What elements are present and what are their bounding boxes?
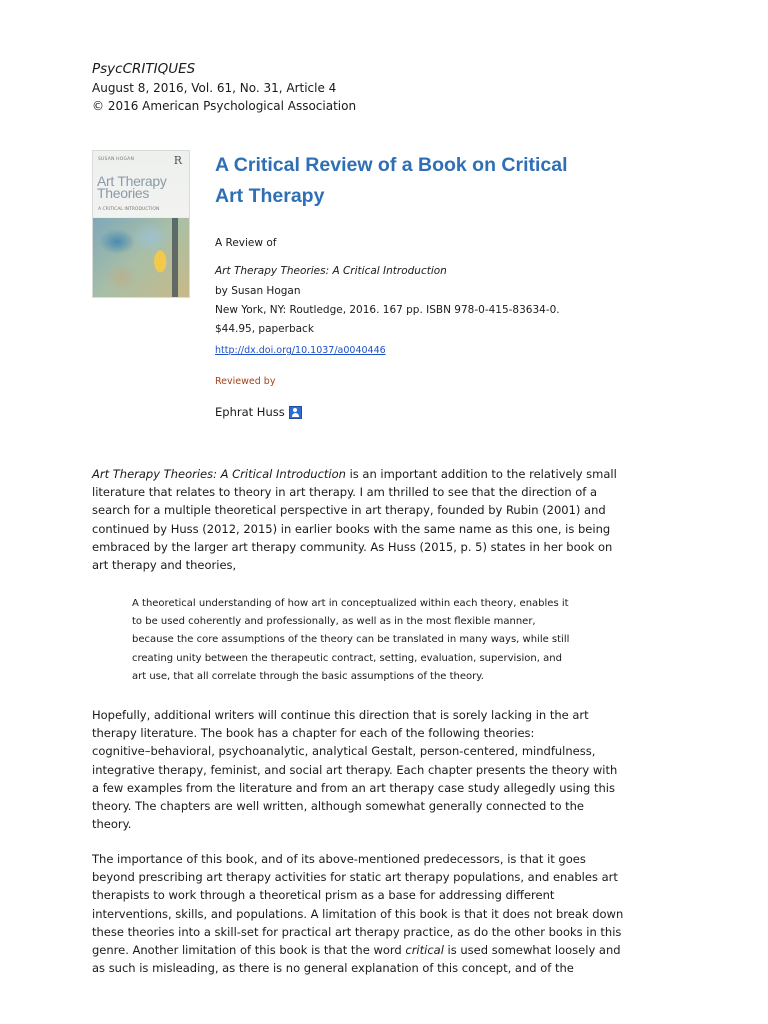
text-line: literature that relates to theory in art therapy. I am thrilled to see that the direction of a	[92, 485, 598, 500]
quote-line: A theoretical understanding of how art in conceptualized within each theory, enables it	[132, 598, 569, 609]
reviewer-name: Ephrat Huss	[215, 405, 285, 419]
text-line: interventions, skills, and populations. A limitation of this book is that it does not break down	[92, 906, 624, 921]
body-paragraph-2	[92, 706, 632, 833]
text-line: beyond prescribing art therapy activities for static art therapy populations, and enables art	[92, 870, 618, 885]
journal-name: PsycCRITIQUES	[92, 61, 196, 77]
text-line: as such is misleading, as there is no general explanation of this concept, and of the	[92, 961, 574, 976]
text-line: embraced by the larger art therapy community. As Huss (2015, p. 5) states in her book on	[92, 539, 613, 554]
body-paragraph-3	[92, 850, 632, 977]
cover-author: SUSAN HOGAN	[98, 157, 135, 162]
body-paragraph-1	[92, 465, 632, 574]
text-line: integrative therapy, feminist, and social art therapy. Each chapter presents the theory with	[92, 762, 618, 777]
text-line: therapy literature. The book has a chapter for each of the following theories:	[92, 726, 535, 741]
text-line: Hopefully, additional writers will continue this direction that is sorely lacking in the art	[92, 708, 589, 722]
review-of-label: A Review of	[215, 237, 277, 249]
book-details	[215, 234, 560, 339]
price: $44.95, paperback	[215, 323, 314, 336]
quote-line: because the core assumptions of the theory can be translated in many ways, while still	[132, 634, 570, 646]
quote-line: to be used coherently and professionally, as well as in the most flexible manner,	[132, 616, 536, 628]
text-line: art therapy and theories,	[92, 558, 237, 573]
quote-line: creating unity between the therapeutic contract, setting, evaluation, supervision, and	[132, 652, 562, 664]
article-title-line: Art Therapy	[215, 185, 325, 207]
text-line: continued by Huss (2012, 2015) in earlier books with the same name as this one, is being	[92, 521, 611, 536]
text-line: cognitive–behavioral, psychoanalytic, analytical Gestalt, person-centered, mindfulness,	[92, 744, 596, 759]
cover-subtitle: A CRITICAL INTRODUCTION	[98, 207, 160, 212]
text-line: a few examples from the literature and from an art therapy case study allegedly using this	[92, 780, 615, 795]
cover-title-line: Art Therapy	[97, 173, 167, 189]
reviewed-by-label: Reviewed by	[215, 376, 276, 387]
book-cover-image	[92, 150, 190, 298]
publisher-logo: R	[173, 154, 182, 167]
quote-line: art use, that all correlate through the basic assumptions of the theory.	[132, 670, 484, 682]
text-line: these theories into a skill-set for practical art therapy practice, as do the other books in this	[92, 924, 622, 939]
publication-info: New York, NY: Routledge, 2016. 167 pp. ISBN 978-0-415-83634-0.	[215, 303, 560, 316]
emphasis: critical	[405, 943, 444, 958]
text-line: therapists to work through a theoretical prism as a base for addressing different	[92, 888, 555, 903]
text-line	[92, 941, 632, 959]
article-title	[215, 150, 595, 212]
journal-header	[92, 60, 356, 115]
text-line: is an important addition to the relatively small	[345, 467, 617, 481]
issue-info: August 8, 2016, Vol. 61, No. 31, Article 4	[92, 81, 337, 95]
block-quote	[132, 595, 602, 686]
article-title-line: A Critical Review of a Book on Critical	[215, 154, 568, 176]
cover-painting	[93, 218, 189, 297]
text-line: theory.	[92, 817, 132, 832]
cover-title	[97, 175, 167, 199]
author-profile-icon[interactable]	[289, 406, 302, 419]
cover-title-line: Theories	[97, 185, 150, 201]
text-line: The importance of this book, and of its above-mentioned predecessors, is that it goes	[92, 852, 586, 866]
reviewer	[215, 404, 302, 420]
text-line: theory. The chapters are well written, although somewhat generally connected to the	[92, 799, 585, 814]
doi-link[interactable]: http://dx.doi.org/10.1037/a0040446	[215, 345, 386, 356]
text-fragment: genre. Another limitation of this book is that the word	[92, 943, 406, 958]
book-title-ref: Art Therapy Theories: A Critical Introduction	[92, 467, 346, 481]
text-line: search for a multiple theoretical perspective in art therapy, founded by Rubin (2001) and	[92, 503, 606, 518]
text-fragment: is used somewhat loosely and	[443, 943, 621, 958]
book-title: Art Therapy Theories: A Critical Introduction	[215, 265, 447, 278]
book-author: by Susan Hogan	[215, 284, 301, 297]
copyright-line: © 2016 American Psychological Association	[92, 99, 357, 113]
